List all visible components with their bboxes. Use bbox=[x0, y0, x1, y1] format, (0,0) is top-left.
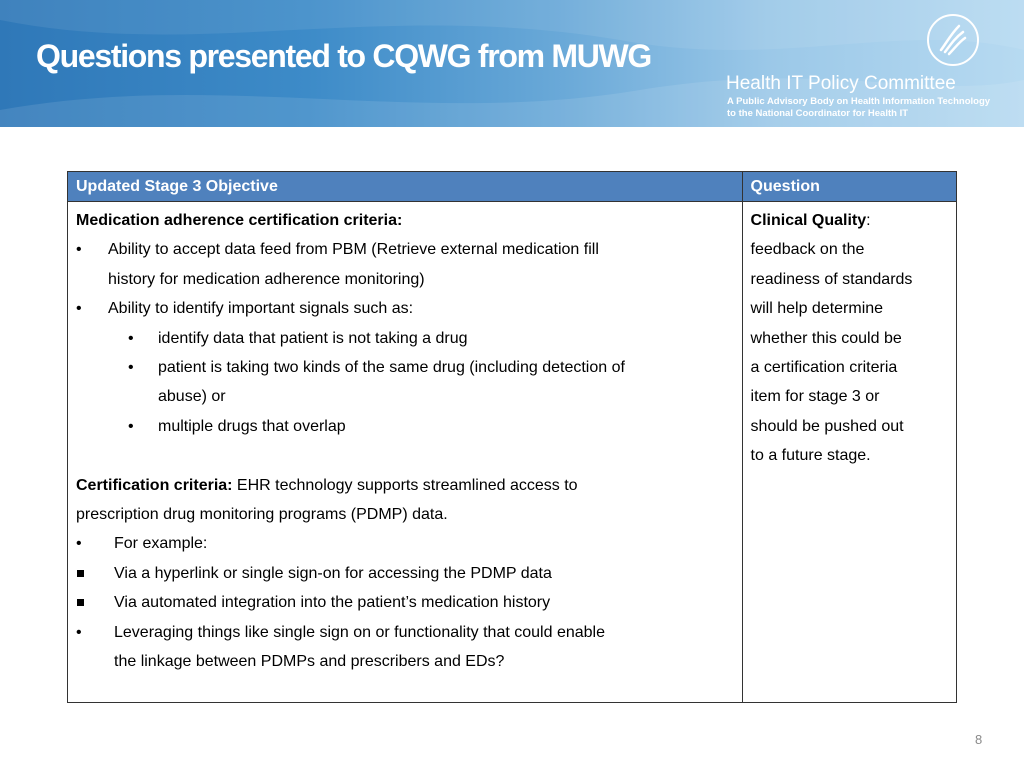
objective-heading: Medication adherence certification criteria: bbox=[76, 212, 403, 229]
objective-sub-bullet: • patient is taking two kinds of the same drug (including detection of bbox=[76, 353, 734, 382]
question-line: whether this could be bbox=[750, 329, 902, 347]
square-bullet-icon bbox=[77, 570, 84, 577]
title-banner bbox=[0, 0, 1024, 127]
objective-bullet: • Ability to identify important signals such as: bbox=[76, 294, 734, 323]
objectives-table-container bbox=[67, 171, 957, 703]
objective-sub-bullet: • identify data that patient is not taking a drug bbox=[76, 324, 734, 353]
example-bullet-continuation: the linkage between PDMPs and prescribers and EDs? bbox=[114, 653, 505, 671]
question-line: to a future stage. bbox=[750, 447, 871, 465]
objective-bullet: • Ability to accept data feed from PBM (Retrieve external medication fill bbox=[76, 235, 734, 264]
bullet-icon: • bbox=[76, 535, 82, 553]
question-line: should be pushed out bbox=[750, 417, 904, 435]
example-bullet: Via a hyperlink or single sign-on for accessing the PDMP data bbox=[76, 559, 734, 588]
example-bullet: • For example: bbox=[76, 529, 734, 558]
org-tagline-line-1: A Public Advisory Body on Health Information Technology bbox=[727, 96, 991, 107]
header-objective: Updated Stage 3 Objective bbox=[68, 172, 743, 202]
square-bullet-icon bbox=[77, 599, 84, 606]
question-line: readiness of standards bbox=[750, 270, 913, 288]
question-line: a certification criteria bbox=[750, 359, 898, 377]
objective-sub-bullet-continuation: abuse) or bbox=[158, 388, 226, 406]
objective-cell bbox=[68, 202, 743, 703]
table-row bbox=[68, 202, 957, 703]
org-tagline-line-2: to the National Coordinator for Health IT bbox=[727, 108, 909, 119]
page-number: 8 bbox=[975, 732, 983, 747]
objective-bullet-continuation: history for medication adherence monitoring) bbox=[108, 270, 425, 288]
header-question: Question bbox=[742, 172, 956, 202]
spacer bbox=[76, 441, 734, 470]
org-tagline bbox=[727, 96, 1017, 120]
example-bullet: Via automated integration into the patient’s medication history bbox=[76, 588, 734, 617]
question-line: item for stage 3 or bbox=[750, 388, 880, 406]
bullet-icon: • bbox=[76, 623, 82, 641]
objective-sub-bullet: • multiple drugs that overlap bbox=[76, 412, 734, 441]
question-cell bbox=[742, 202, 956, 703]
question-line: feedback on the bbox=[750, 241, 865, 259]
question-label: Clinical Quality: bbox=[750, 212, 871, 229]
certification-criteria-continuation: prescription drug monitoring programs (PDMP) data. bbox=[76, 506, 448, 524]
hhs-eagle-logo-icon bbox=[925, 12, 981, 68]
slide-title: Questions presented to CQWG from MUWG bbox=[36, 38, 652, 74]
question-line: will help determine bbox=[750, 300, 884, 318]
table-header-row bbox=[68, 172, 957, 202]
bullet-icon: • bbox=[128, 329, 134, 347]
org-name: Health IT Policy Committee bbox=[726, 73, 956, 94]
example-bullet: • Leveraging things like single sign on or functionality that could enable bbox=[76, 618, 734, 647]
objectives-table bbox=[67, 171, 957, 703]
certification-criteria-text: Certification criteria: EHR technology supports streamlined access to bbox=[76, 476, 578, 494]
bullet-icon: • bbox=[128, 359, 134, 377]
bullet-icon: • bbox=[76, 241, 82, 259]
bullet-icon: • bbox=[76, 300, 82, 318]
bullet-icon: • bbox=[128, 417, 134, 435]
